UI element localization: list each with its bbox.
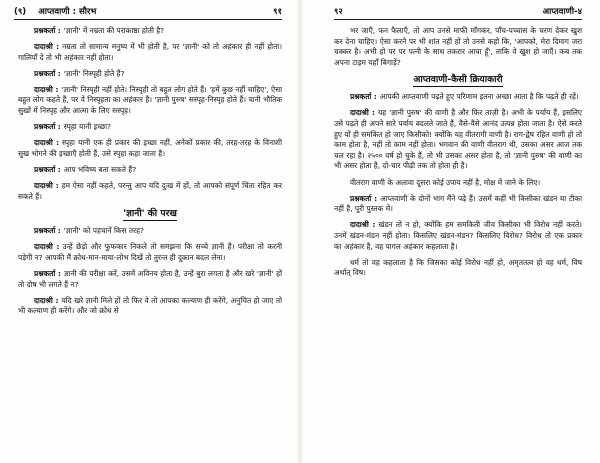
speaker-label: प्रश्नकर्ता : [34, 269, 61, 278]
dialogue-paragraph [334, 194, 582, 215]
dialogue-paragraph [18, 181, 282, 202]
dialogue-paragraph [334, 92, 582, 103]
section-heading: 'ज्ञानी' की परख [123, 208, 177, 220]
right-page [304, 0, 600, 463]
speaker-label: प्रश्नकर्ता : [34, 122, 61, 132]
paragraph-text: 'ज्ञानी' निस्पृही होते हैं? [63, 68, 125, 78]
speaker-label: प्रश्नकर्ता : [34, 68, 61, 78]
paragraph-text: उन्हें छेड़ो और फुफकार निकले तो समझना कि सच्चे ज्ञानी हैं। परीक्षा तो करनी पड़ेगी न? आपकी मैं क्रोध-मान-माया-लोभ दिखें तो तुरन्त ही दुकान बदल लेना। [18, 242, 282, 262]
running-head-left [14, 5, 282, 20]
speaker-label: दादाश्री : [34, 138, 60, 148]
speaker-label: प्रश्नकर्ता : [350, 92, 377, 102]
speaker-label: प्रश्नकर्ता : [34, 226, 61, 236]
running-title: आप्तवाणी : सौरभ [38, 7, 97, 17]
chapter-number: (९) [14, 7, 27, 17]
paragraph-text: आपकी आप्तवाणी पढ़ते हुए परिणाम इतना अच्छा आता है कि पढ़ते ही रहें। [379, 92, 579, 102]
dialogue-paragraph [18, 269, 282, 290]
paragraph-text: आप भविष्य बता सकते हैं? [63, 164, 137, 174]
running-title: आप्तवाणी [542, 7, 575, 17]
dialogue-paragraph [18, 42, 282, 63]
dialogue-paragraph [334, 220, 582, 252]
dialogue-list [334, 26, 582, 68]
paragraph-text: स्पृहा यानी एक ही प्रकार की इच्छा नहीं, अनेकों प्रकार की, तरह-तरह के विनाशी सुख भोगने की इच्छाएँ होती हैं, उसे स्पृहा कहा जाता है। [18, 138, 282, 158]
dialogue-paragraph [18, 122, 282, 133]
dialogue-paragraph [18, 296, 282, 317]
speaker-label: दादाश्री : [34, 42, 60, 52]
dialogue-list [18, 226, 282, 317]
left-column [18, 26, 282, 322]
speaker-label: प्रश्नकर्ता : [350, 193, 378, 203]
speaker-label: दादाश्री : [350, 108, 375, 118]
paragraph-text: हम ऐसा नहीं कहते, परन्तु आप यदि दुःख में हों, तो आपको संपूर्ण चिंता रहित कर सकते हैं। [18, 181, 282, 201]
dialogue-paragraph [18, 26, 282, 37]
paragraph-text: धर्म तो वह कहलाता है कि जिसका कोई विरोध नहीं हो, अमृततत्व हो वह धर्म, विष अर्थात् विष। [334, 257, 582, 278]
dialogue-list [18, 26, 282, 202]
paragraph-text: स्पृहा यानी इच्छा? [63, 122, 111, 132]
dialogue-paragraph [334, 26, 582, 68]
paragraph-text: 'ज्ञानी' में नम्रता की पराकाष्ठा होती है? [63, 26, 165, 35]
dialogue-paragraph [334, 178, 582, 189]
dialogue-paragraph [334, 258, 582, 279]
paragraph-text: खंडन तो न हो, क्योंकि हम समकिती जीव किसीका भी विरोध नहीं करते। उनमें खंडन-मंडन नहीं होता। किसलिए खंडन-मंडन? किसलिए विरोध? विरोध तो एक प्रकार का अहंकार है, वह पागल अहंकार कहलाता है। [334, 220, 582, 251]
paragraph-text: आप्तवाणी के दोनों भाग मैंने पढ़े हैं। उसमें कहीं भी किसीका खंडन या टीका नहीं है, पूरी पुस्तक में। [334, 193, 582, 214]
paragraph-text: ज्ञानी की परीक्षा करें, उसमें अविनय होता है, उन्हें बुरा लगता है और खरे 'ज्ञानी' हों तो दोष भी लगते हैं न? [18, 269, 282, 289]
left-page [0, 0, 296, 463]
speaker-label: दादाश्री : [34, 295, 59, 305]
dialogue-list [334, 92, 582, 278]
gutter [296, 0, 304, 463]
paragraph-text: यह 'ज्ञानी पुरुष' की वाणी है और फिर ताज़ी है। अभी के पर्याय हैं, इसलिए उसे पढ़ते ही अपने सारे पर्याय बदलते जाते हैं, वैसे-वैसे आनंद उत्पन्न होता जाता है। ऐसे करते हुए यों ही समकित हो जाए किसीको! क्योंकि यह वीतरागी वाणी है। राग-द्वेष रहित वाणी हो तो काम होता है, नहीं तो काम नहीं होता। भगवान की वाणी वीतराग थी, उसका असर आज तक चल रहा है। २५०० वर्ष हो चुके हैं, तो भी उसका असर होता है, तो 'ज्ञानी पुरुष' की वाणी का भी असर होता है, दो-चार पीढ़ी तक तो होता ही है। [334, 108, 582, 171]
paragraph-text: 'ज्ञानी' निस्पृही नहीं होते। निस्पृही तो बहुत लोग होते हैं। 'हमें कुछ नहीं चाहिए', ऐसा बहुत लोग कहते हैं, पर वे निस्पृहता का अहंकार है। 'ज्ञानी पुरुष' सस्पृह-निस्पृह होते हैं। यानी भौतिक सुखों में निस्पृह और आत्मा के लिए सस्पृह। [18, 84, 282, 116]
speaker-label: प्रश्नकर्ता : [34, 26, 61, 35]
paragraph-text: नम्रता तो सामान्य मनुष्य में भी होती है, पर 'ज्ञानी' को तो अहंकार ही नहीं होता। गालियाँ दें तो भी अहंकार नहीं होता। [18, 42, 282, 62]
paragraph-text: वीतराग वाणी के अलावा दूसरा कोई उपाय नहीं है, मोक्ष में जाने के लिए। [350, 177, 541, 187]
speaker-label: दादाश्री : [34, 242, 60, 252]
speaker-label: दादाश्री : [34, 181, 59, 191]
dialogue-paragraph [18, 226, 282, 237]
paragraph-text: यदि खरे ज्ञानी मिले हों तो फिर वे तो आपका कल्याण ही करेंगे, अनुचित हो जाए तो भी कल्याण ही करेंगे। और जो क्रोध से [18, 295, 283, 316]
paragraph-text: 'ज्ञानी' को पहचानें किस तरह? [63, 226, 144, 236]
speaker-label: दादाश्री : [34, 84, 59, 94]
dialogue-paragraph [18, 138, 282, 159]
page-number: ९२ [334, 7, 343, 17]
dialogue-paragraph [18, 69, 282, 80]
paragraph-text: भर जाएँ, फन फैलाएँ, तो आप उनसे माफी माँगकर, पाँच-पच्चास के चरण देकर खुश कर देना चाहिए। ऐसा करने पर भी शांत नहीं हों तो उनसे कहो कि, 'आपको, मेरा दिमाग जरा चक्कर है। अभी हो पर पर पत्नी के साथ तकरार आया हूँ', ताकि वे खुश हो जाएँ। कब तक अपना टाइम यहाँ बिगाड़ें? [334, 26, 582, 67]
running-head-right [334, 5, 582, 20]
dialogue-paragraph [18, 85, 282, 117]
right-column [334, 26, 582, 284]
volume-number: -४ [574, 7, 582, 17]
section-heading: आप्तवाणी-कैसी क्रियाकारी [413, 74, 503, 86]
dialogue-paragraph [18, 165, 282, 176]
speaker-label: प्रश्नकर्ता : [34, 164, 61, 174]
dialogue-paragraph [334, 108, 582, 172]
page-number: ९१ [273, 7, 282, 17]
speaker-label: दादाश्री : [350, 220, 376, 230]
dialogue-paragraph [18, 242, 282, 263]
